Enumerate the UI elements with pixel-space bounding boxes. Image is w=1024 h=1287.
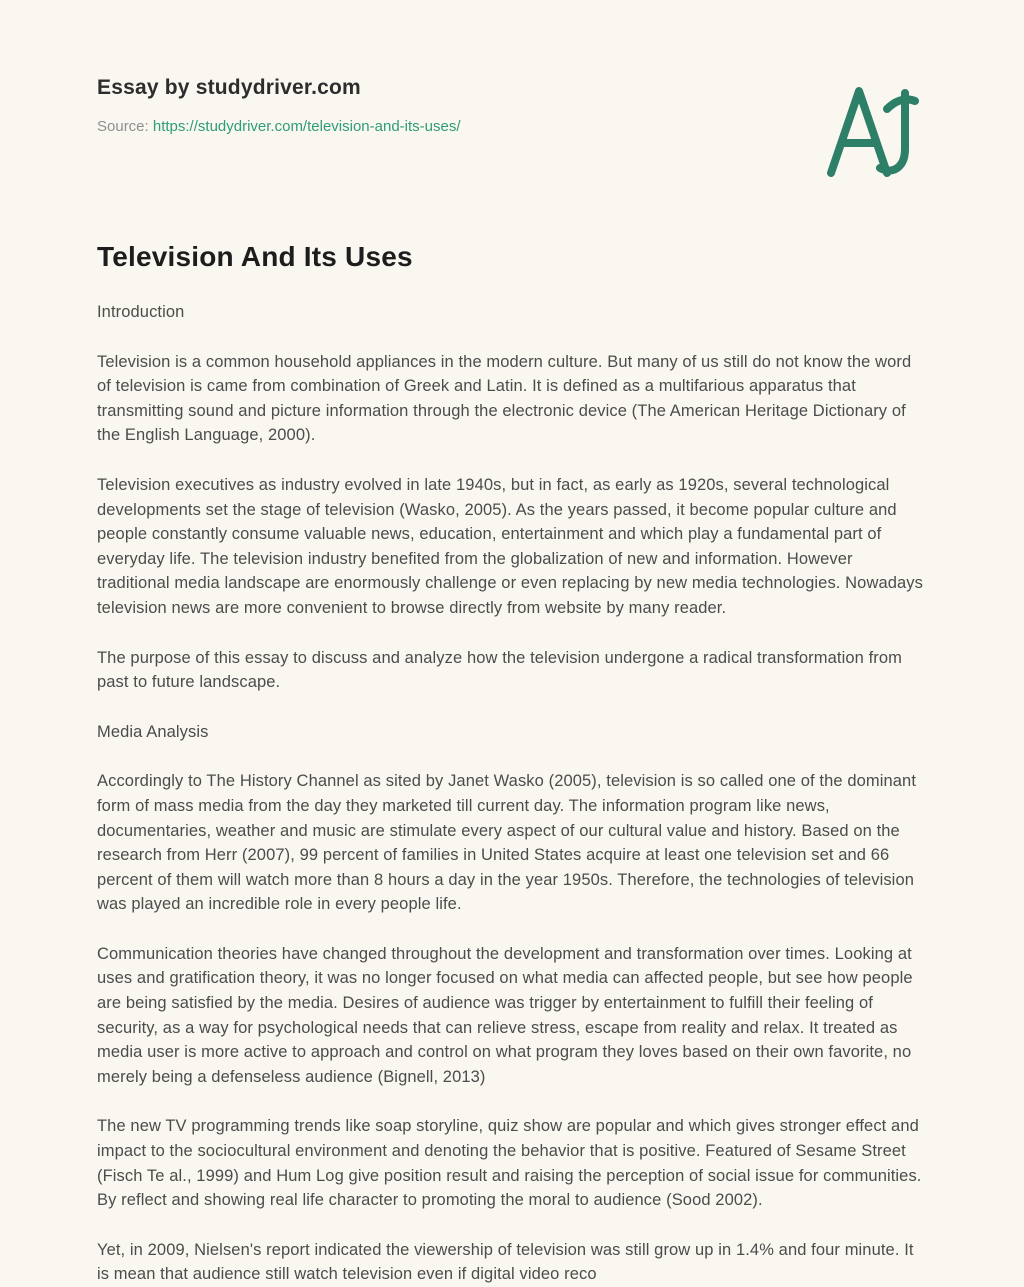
source-url-link[interactable]: https://studydriver.com/television-and-its-uses/ <box>152 118 461 135</box>
article-title: Television And Its Uses <box>97 241 413 272</box>
studydriver-logo-icon <box>823 79 919 183</box>
paragraph: The purpose of this essay to discuss and analyze how the television undergone a radical transformation from past to future landscape. <box>97 648 902 692</box>
section-heading-media-analysis: Media Analysis <box>97 722 209 741</box>
paragraph: Television is a common household appliances in the modern culture. But many of us still do not know the word of television is came from combination of Greek and Latin. It is defined as a multifarious apparatus that transmitting sound and picture information through the electronic device (The American Heritage Dictionary of the English Language, 2000). <box>97 352 912 445</box>
source-line <box>97 118 927 135</box>
page-header <box>97 76 927 135</box>
paragraph: The new TV programming trends like soap storyline, quiz show are popular and which gives stronger effect and impact to the sociocultural environment and denoting the behavior that is positive. Featured of Sesame Street (Fisch Te al., 1999) and Hum Log give position result and raising the perception of social issue for communities. By reflect and showing real life character to promoting the moral to audience (Sood 2002). <box>97 1117 922 1210</box>
paragraph: Television executives as industry evolved in late 1940s, but in fact, as early as 1920s, several technological developments set the stage of television (Wasko, 2005). As the years passed, it become popular culture and people constantly consume valuable news, education, entertainment and which play a fundamental part of everyday life. The television industry benefited from the globalization of new and information. However traditional media landscape are enormously challenge or even replacing by new media technologies. Nowadays television news are more convenient to browse directly from website by many reader. <box>97 475 923 617</box>
logo-letter-a <box>831 91 887 173</box>
article-body <box>97 300 927 1287</box>
paragraph: Communication theories have changed throughout the development and transformation over times. Looking at uses and gratification theory, it was no longer focused on what media can affected people, but see how people are being satisfied by the media. Desires of audience was trigger by entertainment to fulfill their feeling of security, as a way for psychological needs that can relieve stress, escape from reality and relax. It treated as media user is more active to approach and control on what program they loves based on their own favorite, no merely being a defenseless audience (Bignell, 2013) <box>97 944 913 1086</box>
paragraph-truncated: Yet, in 2009, Nielsen's report indicated the viewership of television was still grow up in 1.4% and four minute. It is mean that audience still watch television even if digital video reco <box>97 1240 914 1284</box>
source-label: Source: <box>97 118 149 135</box>
header-title: Essay by studydriver.com <box>97 76 361 99</box>
paragraph: Accordingly to The History Channel as sited by Janet Wasko (2005), television is so called one of the dominant form of mass media from the day they marketed till current day. The information program like news, documentaries, weather and music are stimulate every aspect of our cultural value and history. Based on the research from Herr (2007), 99 percent of families in United States acquire at least one television set and 66 percent of them will watch more than 8 hours a day in the year 1950s. Therefore, the technologies of television was played an incredible role in every people life. <box>97 772 917 914</box>
studydriver-logo <box>823 79 919 183</box>
section-heading-introduction: Introduction <box>97 303 185 321</box>
